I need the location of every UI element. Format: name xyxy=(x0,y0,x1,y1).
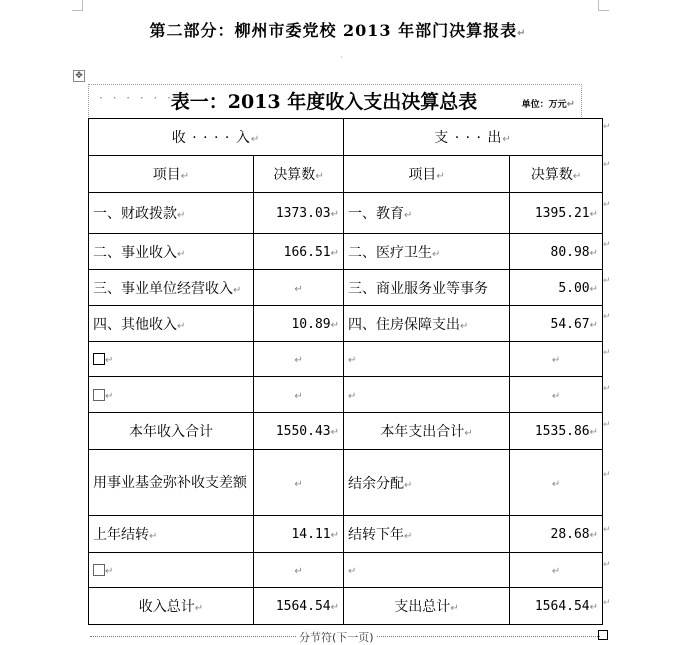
income-adjust-amount xyxy=(254,450,344,516)
expense-item-cell xyxy=(344,234,510,270)
empty-row xyxy=(89,342,603,377)
paragraph-mark: ↵ xyxy=(551,355,561,366)
paragraph-mark: ↵ xyxy=(589,602,599,613)
cell-value: 80.98 xyxy=(550,244,590,260)
empty-cell xyxy=(89,377,254,413)
income-subtotal-label xyxy=(89,413,254,450)
cell-text: 上年结转 xyxy=(93,527,149,543)
row-end-mark: ↵ xyxy=(603,276,611,286)
total-row xyxy=(89,588,603,625)
header-text: 决算数 xyxy=(273,167,316,183)
income-amount-cell xyxy=(254,306,344,342)
cell-text: 收入总计 xyxy=(138,599,195,615)
row-end-mark: ↵ xyxy=(603,200,611,210)
carryover-row xyxy=(89,516,603,553)
paragraph-mark: ↵ xyxy=(233,284,242,296)
cell-text: 结余分配 xyxy=(348,475,405,492)
row-end-mark: ↵ xyxy=(603,160,611,170)
page-corner-mark-left xyxy=(72,0,83,11)
expense-header-text: 支 · · · 出 xyxy=(434,130,503,146)
row-end-mark: ↵ xyxy=(603,312,611,322)
table-title: 表一：2013 年度收入支出决算总表 xyxy=(170,91,478,113)
expense-amount-cell xyxy=(510,270,603,306)
cell-text: 本年收入合计 xyxy=(129,424,213,440)
checkbox-icon[interactable] xyxy=(93,564,105,576)
paragraph-mark: ↵ xyxy=(348,566,357,577)
cell-value: 1373.03 xyxy=(275,206,331,221)
column-header-row xyxy=(89,156,603,193)
checkbox-icon[interactable] xyxy=(93,389,105,401)
paragraph-mark: ↵ xyxy=(294,390,303,402)
cell-text: 本年支出合计 xyxy=(380,424,465,440)
cell-text: 结转下年 xyxy=(348,527,405,543)
empty-cell xyxy=(254,553,344,588)
cell-text: 二、事业收入 xyxy=(93,244,177,261)
cell-text: 四、住房保障支出 xyxy=(348,316,461,333)
cell-value: 1550.43 xyxy=(275,424,331,439)
income-item-cell xyxy=(89,270,254,306)
cell-text: 三、商业服务业等事务 xyxy=(348,280,489,297)
cell-value: 14.11 xyxy=(291,527,331,542)
paragraph-mark: ↵ xyxy=(330,209,340,220)
empty-cell xyxy=(344,342,510,377)
empty-paragraph-mark: · xyxy=(340,53,343,62)
empty-cell xyxy=(89,342,254,377)
income-total-amount xyxy=(254,588,344,625)
paragraph-mark: ↵ xyxy=(502,134,512,145)
cell-text: 一、财政拨款 xyxy=(93,206,177,222)
paragraph-mark: ↵ xyxy=(404,531,413,542)
paragraph-mark: ↵ xyxy=(348,390,357,402)
paragraph-mark: ↵ xyxy=(464,428,473,439)
unit-label xyxy=(522,97,575,110)
table-title-row xyxy=(88,84,582,117)
cell-value: 28.68 xyxy=(550,527,590,542)
paragraph-mark: ↵ xyxy=(517,28,527,39)
expense-adjust-amount xyxy=(510,450,603,516)
expense-subtotal-amount xyxy=(510,413,603,450)
end-of-cell-marker xyxy=(598,630,608,640)
row-end-mark: ↵ xyxy=(603,348,611,358)
paragraph-mark: ↵ xyxy=(450,603,459,614)
empty-row xyxy=(89,377,603,413)
subtotal-row xyxy=(89,413,603,450)
section-header-row xyxy=(89,119,603,156)
paragraph-mark: ↵ xyxy=(572,171,582,182)
row-end-mark: ↵ xyxy=(603,560,611,570)
expense-item-cell xyxy=(344,193,510,234)
expense-item-cell xyxy=(344,270,510,306)
paragraph-mark: ↵ xyxy=(315,171,324,182)
document-title-text: 第二部分：柳州市委党校 2013 年部门决算报表 xyxy=(149,21,518,40)
expense-total-amount xyxy=(510,588,603,625)
paragraph-mark: ↵ xyxy=(589,530,599,541)
cell-text: 一、教育 xyxy=(348,206,405,222)
income-header xyxy=(89,119,344,156)
paragraph-mark: ↵ xyxy=(194,603,204,614)
income-adjust-label xyxy=(89,450,254,516)
table-row xyxy=(89,234,603,270)
empty-cell xyxy=(344,377,510,413)
header-text: 决算数 xyxy=(530,167,573,183)
table-move-handle-icon[interactable]: ✥ xyxy=(73,70,85,82)
paragraph-mark: ↵ xyxy=(177,248,186,260)
empty-cell xyxy=(254,377,344,413)
paragraph-mark: ↵ xyxy=(294,566,303,577)
paragraph-mark: ↵ xyxy=(330,427,340,438)
row-end-mark: ↵ xyxy=(603,122,611,132)
header-text: 项目 xyxy=(408,167,437,183)
empty-cell xyxy=(254,342,344,377)
table-row xyxy=(89,193,603,234)
income-subtotal-amount xyxy=(254,413,344,450)
expense-item-cell xyxy=(344,306,510,342)
cell-text: 支出总计 xyxy=(394,599,451,615)
cell-value: 1564.54 xyxy=(534,599,590,614)
page-corner-mark-right xyxy=(598,0,609,11)
paragraph-mark: ↵ xyxy=(294,283,303,295)
expense-subtotal-label xyxy=(344,413,510,450)
checkbox-icon[interactable] xyxy=(93,353,105,365)
paragraph-mark: ↵ xyxy=(404,479,413,491)
expense-item-header xyxy=(344,156,510,193)
empty-cell xyxy=(89,553,254,588)
paragraph-mark: ↵ xyxy=(589,319,599,331)
section-break-label: 分节符(下一页) xyxy=(296,629,377,645)
income-item-cell xyxy=(89,193,254,234)
row-end-mark: ↵ xyxy=(603,240,611,250)
row-end-mark: ↵ xyxy=(603,420,611,430)
expense-amount-cell xyxy=(510,306,603,342)
table-row xyxy=(89,270,603,306)
paragraph-mark: ↵ xyxy=(432,248,441,260)
expense-total-label xyxy=(344,588,510,625)
empty-row xyxy=(89,553,603,588)
paragraph-mark: ↵ xyxy=(589,247,599,259)
income-item-header xyxy=(89,156,254,193)
income-item-cell xyxy=(89,234,254,270)
paragraph-mark: ↵ xyxy=(551,566,561,577)
row-end-mark: ↵ xyxy=(603,598,611,608)
empty-cell xyxy=(510,377,603,413)
paragraph-mark: ↵ xyxy=(404,210,413,221)
paragraph-mark: ↵ xyxy=(177,210,186,221)
cell-value: 54.67 xyxy=(550,316,590,332)
paragraph-mark: ↵ xyxy=(589,427,599,438)
cell-value: 1535.86 xyxy=(534,424,590,439)
paragraph-mark: ↵ xyxy=(294,355,303,366)
table-row xyxy=(89,306,603,342)
expense-amount-cell xyxy=(510,234,603,270)
cell-value: 5.00 xyxy=(558,280,590,296)
paragraph-mark: ↵ xyxy=(566,99,575,110)
expense-carry-amount xyxy=(510,516,603,553)
expense-carry-label xyxy=(344,516,510,553)
empty-cell xyxy=(510,553,603,588)
paragraph-mark: ↵ xyxy=(551,390,561,402)
row-end-mark: ↵ xyxy=(603,525,611,535)
paragraph-mark: ↵ xyxy=(460,320,469,332)
paragraph-mark: ↵ xyxy=(250,134,261,145)
row-end-mark: ↵ xyxy=(603,470,611,480)
income-amount-header xyxy=(254,156,344,193)
indent-dots: · · · · · · xyxy=(99,91,174,105)
cell-value: 166.51 xyxy=(283,244,331,260)
income-carry-amount xyxy=(254,516,344,553)
paragraph-mark: ↵ xyxy=(551,478,561,490)
income-header-text: 收 · · · · 入 xyxy=(171,130,251,146)
paragraph-mark: ↵ xyxy=(294,478,303,490)
cell-text: 三、事业单位经营收入 xyxy=(93,280,233,297)
paragraph-mark: ↵ xyxy=(348,355,357,366)
paragraph-mark: ↵ xyxy=(589,283,599,295)
paragraph-mark: ↵ xyxy=(149,531,158,542)
paragraph-mark: ↵ xyxy=(330,319,340,331)
cell-value: 1564.54 xyxy=(275,599,331,614)
paragraph-mark: ↵ xyxy=(330,247,340,259)
empty-cell xyxy=(510,342,603,377)
cell-value: 10.89 xyxy=(291,316,331,332)
cell-text: 四、其他收入 xyxy=(93,316,177,333)
cell-value: 1395.21 xyxy=(534,206,590,221)
paragraph-mark: ↵ xyxy=(436,171,445,182)
paragraph-mark: ↵ xyxy=(589,209,599,220)
paragraph-mark: ↵ xyxy=(180,171,190,182)
paragraph-mark: ↵ xyxy=(105,390,114,402)
paragraph-mark: ↵ xyxy=(105,355,114,366)
header-text: 项目 xyxy=(152,167,181,183)
income-amount-cell xyxy=(254,193,344,234)
paragraph-mark: ↵ xyxy=(105,566,114,577)
income-amount-cell xyxy=(254,270,344,306)
budget-table xyxy=(88,118,603,625)
paragraph-mark: ↵ xyxy=(330,602,340,613)
cell-text: 二、医疗卫生 xyxy=(348,244,433,261)
income-total-label xyxy=(89,588,254,625)
document-title xyxy=(0,18,676,41)
expense-adjust-label xyxy=(344,450,510,516)
cell-text: 用事业基金弥补收支差额 xyxy=(93,474,247,491)
paragraph-mark: ↵ xyxy=(330,530,340,541)
expense-amount-cell xyxy=(510,193,603,234)
row-end-mark: ↵ xyxy=(603,384,611,394)
unit-label-text: 单位：万元 xyxy=(521,100,567,110)
income-amount-cell xyxy=(254,234,344,270)
income-carry-label xyxy=(89,516,254,553)
empty-cell xyxy=(344,553,510,588)
paragraph-mark: ↵ xyxy=(177,320,186,332)
income-item-cell xyxy=(89,306,254,342)
adjustment-row xyxy=(89,450,603,516)
expense-header xyxy=(344,119,603,156)
expense-amount-header xyxy=(510,156,603,193)
